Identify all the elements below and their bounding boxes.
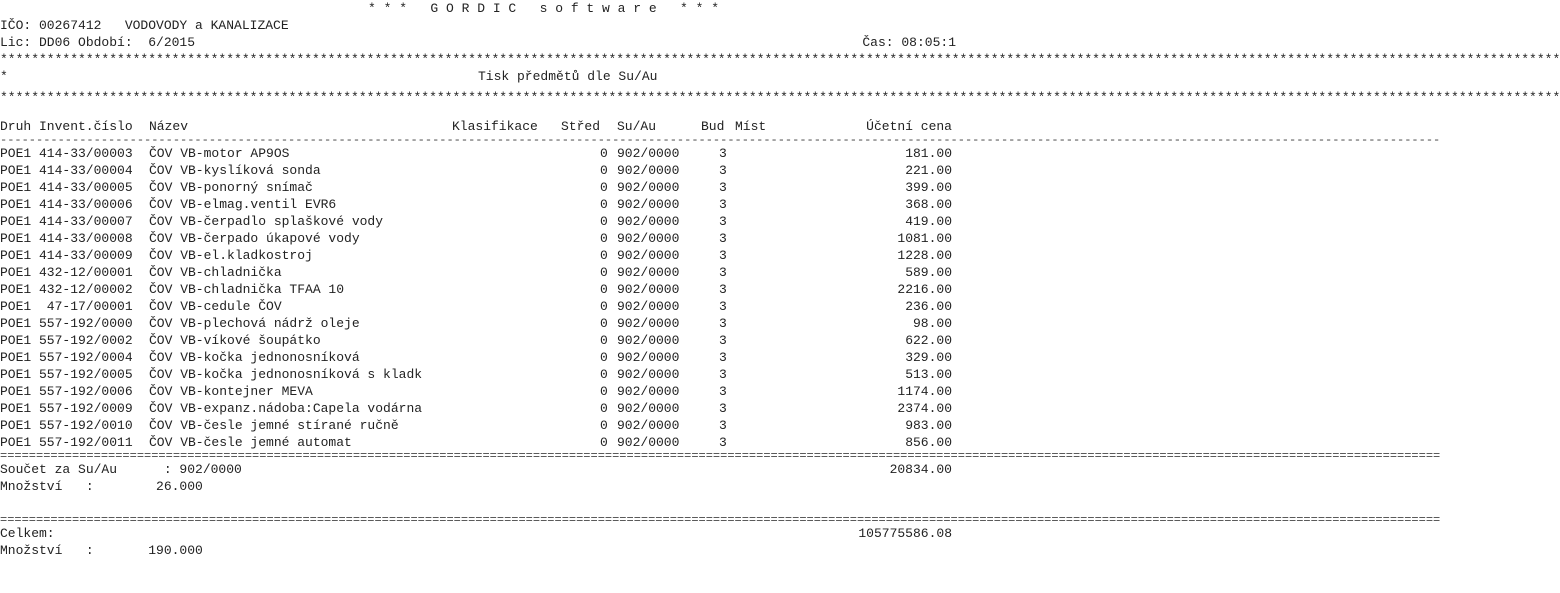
cell-nazev: ČOV VB-víkové šoupátko [149, 333, 321, 348]
cell-mist: 3 [719, 384, 727, 399]
cell-mist: 3 [719, 435, 727, 450]
cell-inv: 557-192/0002 [39, 333, 133, 348]
cell-inv: 557-192/0010 [39, 418, 133, 433]
company-row [0, 17, 960, 34]
cell-druh: POE1 [0, 146, 32, 161]
cell-suau: 902/0000 [617, 350, 680, 365]
cell-stred: 0 [600, 146, 608, 161]
table-row [0, 213, 960, 230]
print-time: Čas: 08:05:1 [862, 35, 956, 50]
cell-mist: 3 [719, 214, 727, 229]
cell-mist: 3 [719, 282, 727, 297]
table-row [0, 247, 960, 264]
table-row [0, 383, 960, 400]
cell-mist: 3 [719, 197, 727, 212]
cell-druh: POE1 [0, 333, 32, 348]
cell-stred: 0 [600, 265, 608, 280]
items-table [0, 145, 960, 451]
cell-inv: 557-192/0004 [39, 350, 133, 365]
table-row [0, 179, 960, 196]
grand-total-qty-row [0, 542, 960, 559]
cell-inv: 432-12/00002 [39, 282, 133, 297]
cell-stred: 0 [600, 248, 608, 263]
cell-suau: 902/0000 [617, 333, 680, 348]
col-nazev: Název [149, 119, 189, 134]
title-row [0, 68, 960, 85]
cell-nazev: ČOV VB-kočka jednonosníková s kladk [149, 367, 423, 382]
cell-stred: 0 [600, 401, 608, 416]
cell-cena: 2216.00 [897, 282, 952, 297]
cell-mist: 3 [719, 418, 727, 433]
cell-stred: 0 [600, 197, 608, 212]
col-stred: Střed [561, 119, 601, 134]
cell-druh: POE1 [0, 418, 32, 433]
cell-suau: 902/0000 [617, 401, 680, 416]
cell-suau: 902/0000 [617, 214, 680, 229]
cell-druh: POE1 [0, 214, 32, 229]
title-star: * [0, 69, 8, 84]
cell-cena: 419.00 [905, 214, 952, 229]
subtotal-qty-row [0, 478, 960, 495]
table-row [0, 332, 960, 349]
table-row [0, 162, 960, 179]
cell-cena: 181.00 [905, 146, 952, 161]
cell-nazev: ČOV VB-chladnička TFAA 10 [149, 282, 345, 297]
cell-inv: 414-33/00008 [39, 231, 133, 246]
banner-text: * * * G O R D I C s o f t w a r e * * * [368, 1, 720, 16]
cell-cena: 589.00 [905, 265, 952, 280]
period-row [0, 34, 960, 51]
cell-inv: 414-33/00006 [39, 197, 133, 212]
cell-stred: 0 [600, 299, 608, 314]
col-klasifikace: Klasifikace [452, 119, 538, 134]
cell-stred: 0 [600, 333, 608, 348]
col-suau: Su/Au [617, 119, 657, 134]
cell-druh: POE1 [0, 197, 32, 212]
cell-druh: POE1 [0, 163, 32, 178]
license-period: Lic: DD06 Období: 6/2015 [0, 35, 196, 50]
cell-inv: 47-17/00001 [39, 299, 133, 314]
stars-rule-top: ******************************************************************************************************************************************************************************************************** [0, 52, 1560, 67]
cell-cena: 221.00 [905, 163, 952, 178]
cell-druh: POE1 [0, 180, 32, 195]
cell-nazev: ČOV VB-kočka jednonosníková [149, 350, 360, 365]
cell-mist: 3 [719, 316, 727, 331]
cell-suau: 902/0000 [617, 367, 680, 382]
cell-druh: POE1 [0, 299, 32, 314]
cell-cena: 622.00 [905, 333, 952, 348]
cell-suau: 902/0000 [617, 316, 680, 331]
cell-inv: 557-192/0009 [39, 401, 133, 416]
cell-druh: POE1 [0, 231, 32, 246]
company-ico: IČO: 00267412 VODOVODY a KANALIZACE [0, 18, 289, 33]
table-row [0, 230, 960, 247]
cell-stred: 0 [600, 350, 608, 365]
cell-stred: 0 [600, 214, 608, 229]
table-row [0, 349, 960, 366]
cell-inv: 414-33/00007 [39, 214, 133, 229]
banner-row [0, 0, 960, 17]
report-title: Tisk předmětů dle Su/Au [478, 69, 658, 84]
cell-druh: POE1 [0, 316, 32, 331]
subtotal-qty: Množství : 26.000 [0, 479, 203, 494]
cell-mist: 3 [719, 231, 727, 246]
cell-nazev: ČOV VB-česle jemné automat [149, 435, 352, 450]
cell-inv: 557-192/0011 [39, 435, 133, 450]
cell-mist: 3 [719, 180, 727, 195]
cell-inv: 414-33/00005 [39, 180, 133, 195]
total-rule: ======================================================================================================================================================================================================== [0, 513, 1441, 527]
cell-stred: 0 [600, 384, 608, 399]
cell-cena: 856.00 [905, 435, 952, 450]
cell-druh: POE1 [0, 384, 32, 399]
cell-cena: 1081.00 [897, 231, 952, 246]
cell-nazev: ČOV VB-el.kladkostroj [149, 248, 313, 263]
cell-nazev: ČOV VB-plechová nádrž oleje [149, 316, 360, 331]
cell-druh: POE1 [0, 248, 32, 263]
subtotal-rule: ======================================================================================================================================================================================================== [0, 449, 1441, 463]
cell-cena: 329.00 [905, 350, 952, 365]
grand-total-value: 105775586.08 [858, 526, 952, 541]
cell-mist: 3 [719, 146, 727, 161]
cell-suau: 902/0000 [617, 299, 680, 314]
cell-inv: 557-192/0005 [39, 367, 133, 382]
col-druh: Druh [0, 119, 32, 134]
cell-cena: 399.00 [905, 180, 952, 195]
cell-druh: POE1 [0, 350, 32, 365]
cell-nazev: ČOV VB-ponorný snímač [149, 180, 313, 195]
cell-stred: 0 [600, 418, 608, 433]
table-row [0, 281, 960, 298]
cell-mist: 3 [719, 333, 727, 348]
cell-druh: POE1 [0, 367, 32, 382]
column-header-row [0, 118, 960, 135]
cell-cena: 1228.00 [897, 248, 952, 263]
cell-stred: 0 [600, 231, 608, 246]
cell-druh: POE1 [0, 265, 32, 280]
cell-druh: POE1 [0, 435, 32, 450]
stars-rule-bottom: ******************************************************************************************************************************************************************************************************** [0, 90, 1560, 105]
cell-inv: 557-192/0000 [39, 316, 133, 331]
cell-stred: 0 [600, 435, 608, 450]
cell-inv: 414-33/00009 [39, 248, 133, 263]
cell-inv: 432-12/00001 [39, 265, 133, 280]
subtotal-row [0, 461, 960, 478]
cell-druh: POE1 [0, 401, 32, 416]
cell-cena: 983.00 [905, 418, 952, 433]
cell-suau: 902/0000 [617, 418, 680, 433]
table-row [0, 298, 960, 315]
subtotal-label: Součet za Su/Au : 902/0000 [0, 462, 242, 477]
cell-suau: 902/0000 [617, 282, 680, 297]
cell-cena: 368.00 [905, 197, 952, 212]
header-dash-rule: -------------------------------------------------------------------------------------------------------------------------------------------------------------------------------------------------------- [0, 133, 1441, 147]
cell-stred: 0 [600, 180, 608, 195]
cell-druh: POE1 [0, 282, 32, 297]
cell-suau: 902/0000 [617, 231, 680, 246]
cell-cena: 236.00 [905, 299, 952, 314]
cell-suau: 902/0000 [617, 248, 680, 263]
grand-total-label: Celkem: [0, 526, 55, 541]
table-row [0, 196, 960, 213]
cell-nazev: ČOV VB-elmag.ventil EVR6 [149, 197, 337, 212]
table-row [0, 400, 960, 417]
col-bud: Bud [701, 119, 725, 134]
cell-nazev: ČOV VB-motor AP9OS [149, 146, 290, 161]
cell-nazev: ČOV VB-česle jemné stírané ručně [149, 418, 399, 433]
table-row [0, 315, 960, 332]
cell-stred: 0 [600, 367, 608, 382]
cell-suau: 902/0000 [617, 197, 680, 212]
grand-total-qty: Množství : 190.000 [0, 543, 203, 558]
cell-inv: 414-33/00004 [39, 163, 133, 178]
cell-nazev: ČOV VB-kontejner MEVA [149, 384, 313, 399]
table-row [0, 145, 960, 162]
cell-mist: 3 [719, 248, 727, 263]
grand-total-row [0, 525, 960, 542]
col-mist: Míst [735, 119, 767, 134]
cell-cena: 2374.00 [897, 401, 952, 416]
table-row [0, 417, 960, 434]
cell-mist: 3 [719, 401, 727, 416]
cell-suau: 902/0000 [617, 163, 680, 178]
col-invent: Invent.číslo [39, 119, 133, 134]
cell-nazev: ČOV VB-čerpadlo splaškové vody [149, 214, 384, 229]
cell-cena: 98.00 [912, 316, 952, 331]
cell-cena: 1174.00 [897, 384, 952, 399]
cell-nazev: ČOV VB-čerpado úkapové vody [149, 231, 360, 246]
cell-cena: 513.00 [905, 367, 952, 382]
subtotal-value: 20834.00 [889, 462, 952, 477]
cell-mist: 3 [719, 367, 727, 382]
cell-suau: 902/0000 [617, 265, 680, 280]
cell-mist: 3 [719, 350, 727, 365]
cell-suau: 902/0000 [617, 384, 680, 399]
table-row [0, 366, 960, 383]
cell-stred: 0 [600, 282, 608, 297]
cell-nazev: ČOV VB-expanz.nádoba:Capela vodárna [149, 401, 423, 416]
table-row [0, 434, 960, 451]
cell-mist: 3 [719, 265, 727, 280]
cell-nazev: ČOV VB-chladnička [149, 265, 282, 280]
cell-stred: 0 [600, 163, 608, 178]
cell-nazev: ČOV VB-kyslíková sonda [149, 163, 321, 178]
col-cena: Účetní cena [866, 119, 952, 134]
header-gap [0, 106, 960, 118]
cell-mist: 3 [719, 299, 727, 314]
total-gap [0, 495, 960, 515]
cell-stred: 0 [600, 316, 608, 331]
cell-suau: 902/0000 [617, 146, 680, 161]
cell-suau: 902/0000 [617, 435, 680, 450]
cell-inv: 557-192/0006 [39, 384, 133, 399]
table-row [0, 264, 960, 281]
cell-mist: 3 [719, 163, 727, 178]
cell-nazev: ČOV VB-cedule ČOV [149, 299, 282, 314]
cell-suau: 902/0000 [617, 180, 680, 195]
cell-inv: 414-33/00003 [39, 146, 133, 161]
